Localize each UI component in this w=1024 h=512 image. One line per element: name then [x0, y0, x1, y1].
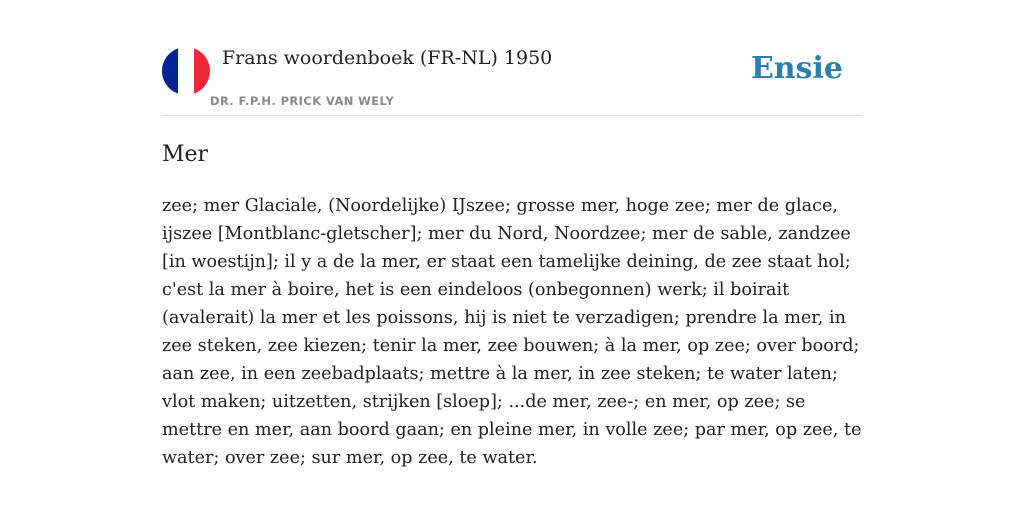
flag-stripe-red: [194, 47, 210, 95]
french-flag-icon: [162, 47, 210, 95]
entry-headword: Mer: [162, 142, 209, 167]
entry-header: [162, 0, 862, 116]
dictionary-author: DR. F.P.H. PRICK VAN WELY: [210, 94, 395, 108]
entry-definition: zee; mer Glaciale, (Noordelijke) IJszee; grosse mer, hoge zee; mer de glace, ijszee [Montblanc-gletscher]; mer du Nord, Noordzee; mer de sable, zandzee [in woestijn]; il y a de la mer, er staat een tamelijke deining, de zee staat hol; c'est la mer à boire, het is een eindeloos (onbegonnen) werk; il boirait (avalerait) la mer et les poissons, hij is niet te verzadigen; prendre la mer, in zee steken, zee kiezen; tenir la mer, zee bouwen; à la mer, op zee; over boord; aan zee, in een zeebadplaats; mettre à la mer, in zee steken; te water laten; vlot maken; uitzetten, strijken [sloep]; ...de mer, zee-; en mer, op zee; se mettre en mer, aan boord gaan; en pleine mer, in volle zee; par mer, op zee, te water; over zee; sur mer, op zee, te water.: [162, 196, 862, 468]
flag-stripe-blue: [162, 47, 178, 95]
dictionary-title[interactable]: Frans woordenboek (FR-NL) 1950: [222, 47, 553, 69]
ensie-logo[interactable]: Ensie: [750, 51, 843, 86]
flag-stripe-white: [178, 47, 194, 95]
entry-card: [162, 0, 862, 512]
